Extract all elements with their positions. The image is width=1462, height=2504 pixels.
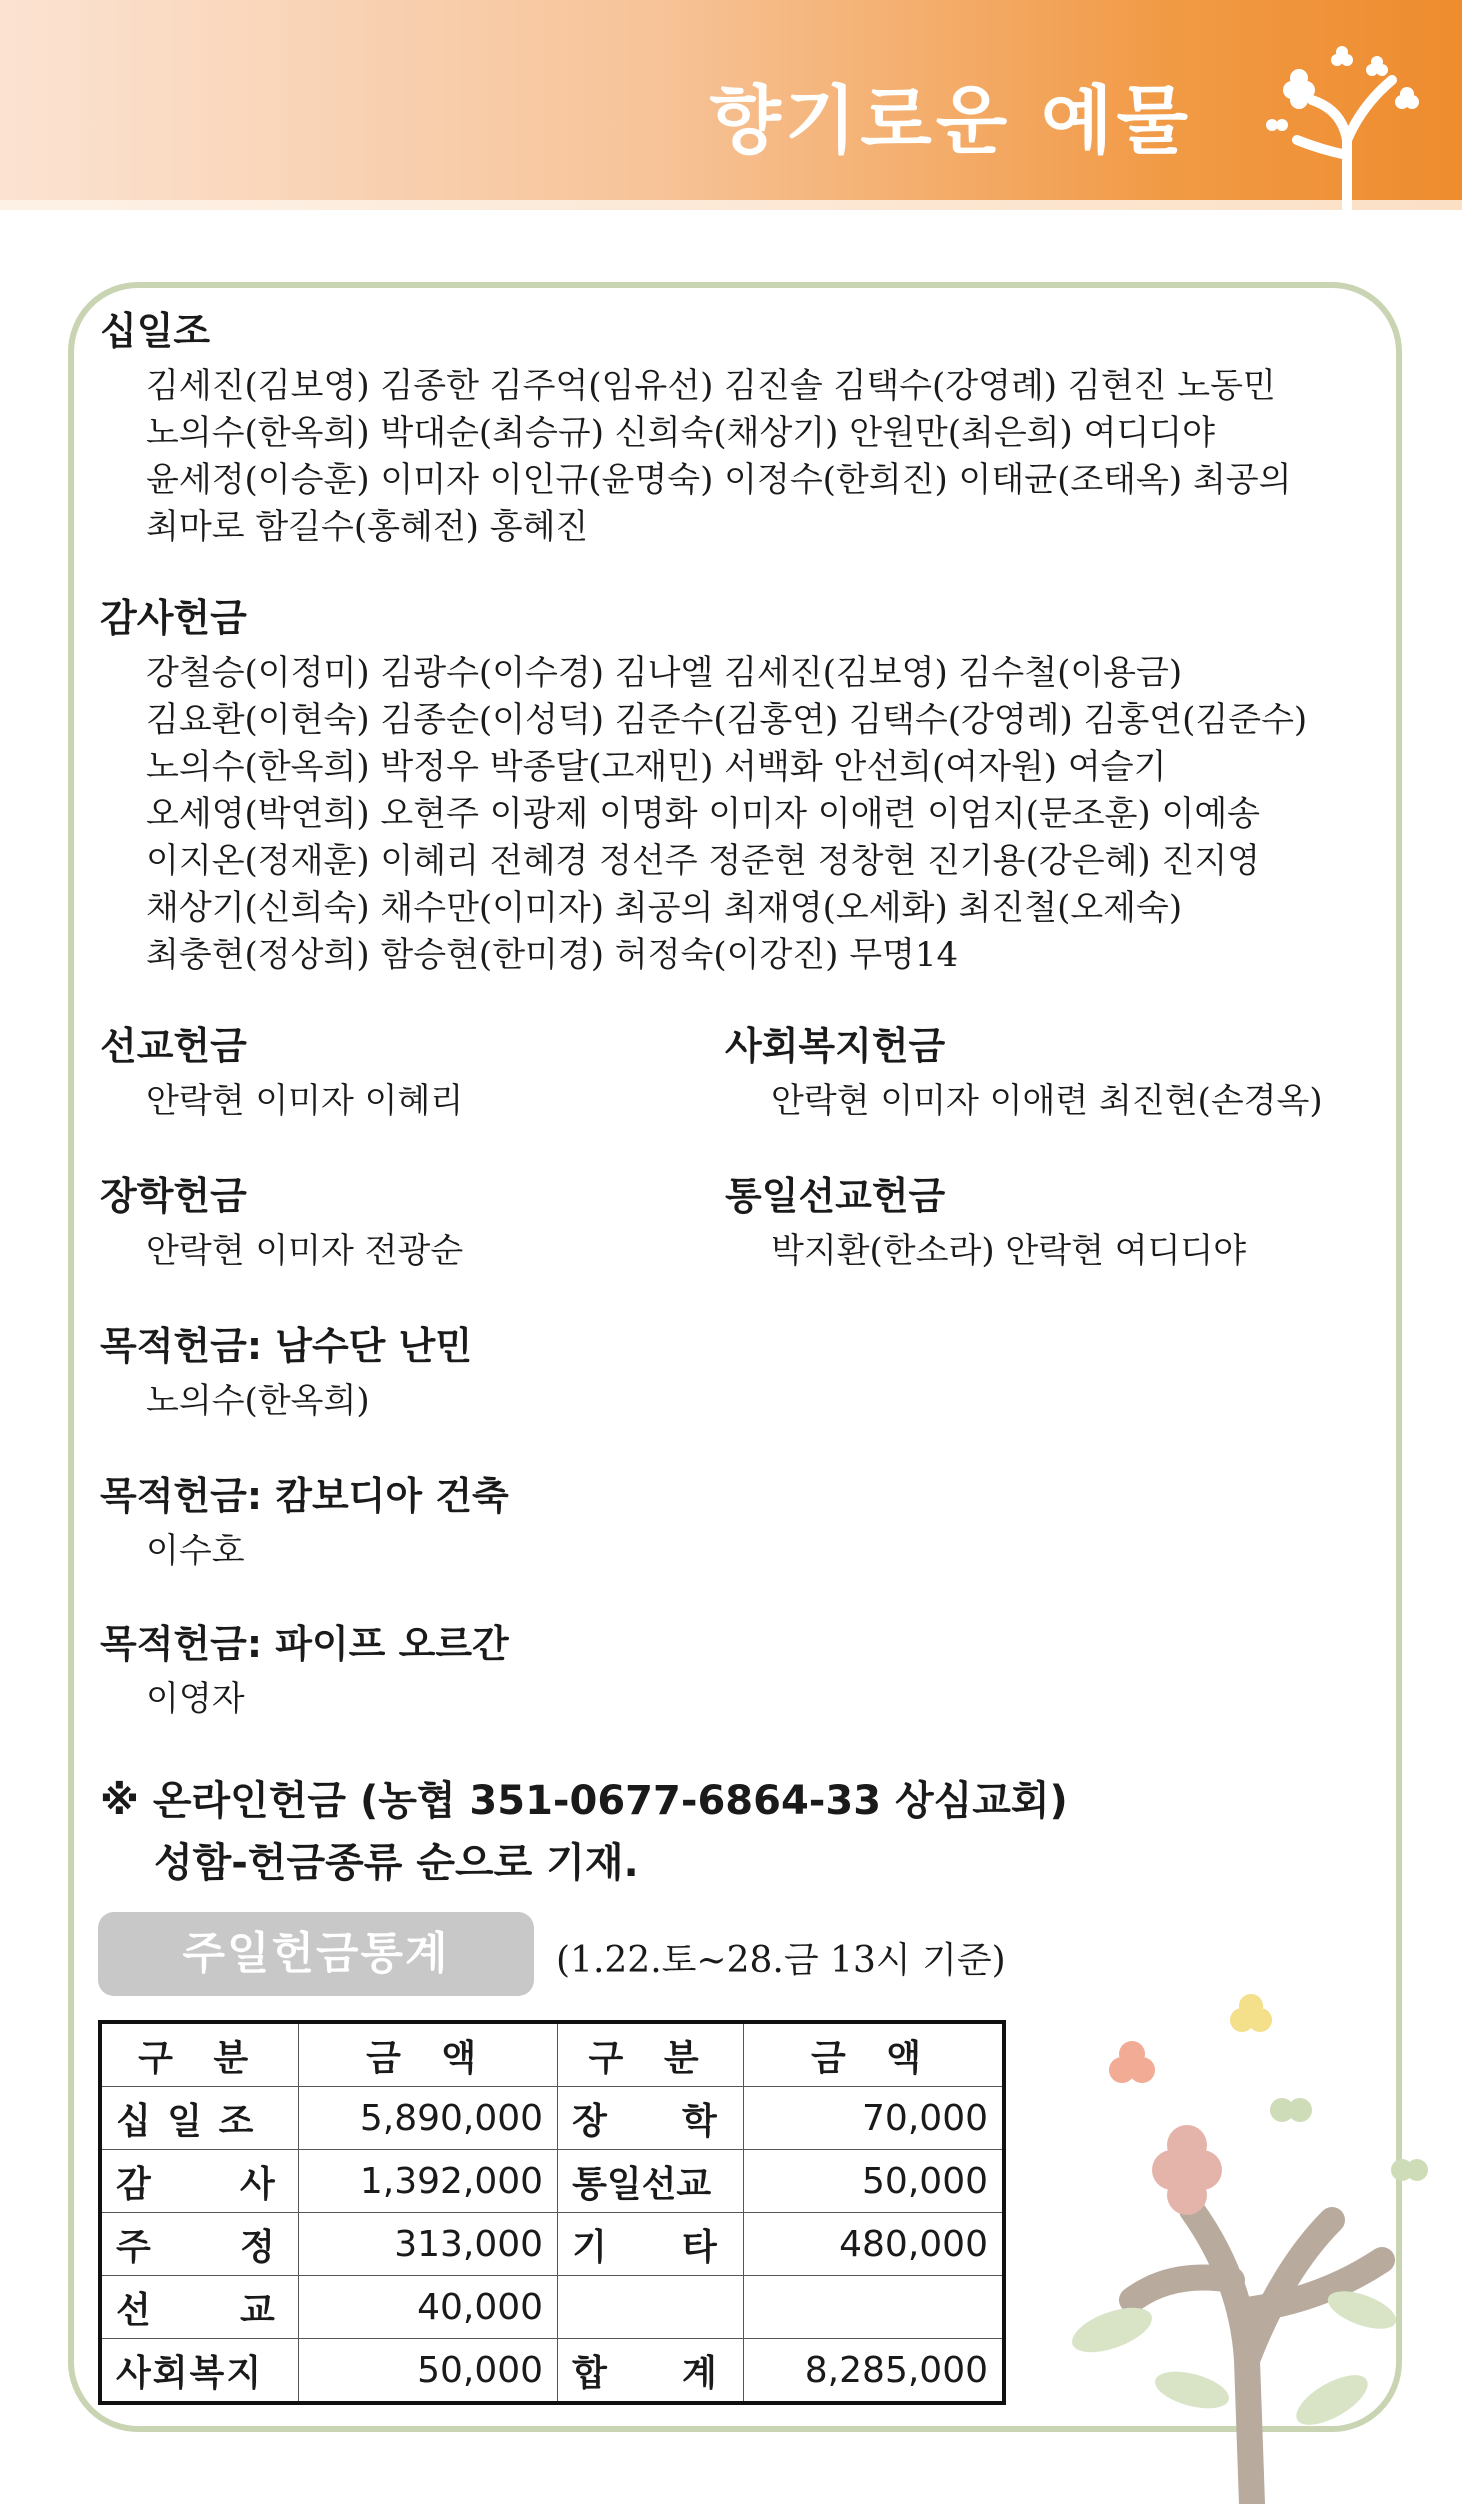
tree-decoration-icon xyxy=(1252,30,1432,210)
section-title: 목적헌금: 파이프 오르간 xyxy=(100,1622,509,1666)
donor-line: 최충현(정상희) 함승현(한미경) 허정숙(이강진) 무명14 xyxy=(146,935,959,975)
donor-line: 윤세정(이승훈) 이미자 이인규(윤명숙) 이정수(한희진) 이태균(조태옥) 최공의 xyxy=(146,460,1292,500)
amount-cell: 70,000 xyxy=(744,2087,1004,2150)
donor-list xyxy=(146,363,1291,551)
donor-line: 강철승(이정미) 김광수(이수경) 김나엘 김세진(김보영) 김수철(이용금) xyxy=(146,653,1183,693)
table-header-cell: 금 액 xyxy=(744,2022,1004,2087)
section-purpose-organ xyxy=(100,1618,509,1723)
donor-line: 이영자 xyxy=(146,1679,245,1719)
table-header-cell: 구 분 xyxy=(558,2022,744,2087)
section-title: 선교헌금 xyxy=(100,1024,247,1068)
online-offering-notice xyxy=(100,1770,1068,1894)
donor-line: 김요환(이현숙) 김종순(이성덕) 김준수(김홍연) 김택수(강영례) 김홍연(김준수) xyxy=(146,700,1308,740)
category-cell: 기 타 xyxy=(558,2213,744,2276)
section-purpose-refugees xyxy=(100,1320,472,1425)
section-unification xyxy=(725,1170,1246,1275)
amount-cell: 8,285,000 xyxy=(744,2339,1004,2404)
section-title: 통일선교헌금 xyxy=(725,1174,946,1218)
donor-line: 채상기(신희숙) 채수만(이미자) 최공의 최재영(오세화) 최진철(오제숙) xyxy=(146,888,1183,928)
donor-line: 노의수(한옥희) 박정우 박종달(고재민) 서백화 안선희(여자원) 여슬기 xyxy=(146,747,1167,787)
donor-line: 노의수(한옥희) 박대순(최승규) 신희숙(채상기) 안원만(최은희) 여디디야 xyxy=(146,413,1215,453)
amount-cell: 5,890,000 xyxy=(299,2087,558,2150)
category-cell: 주 정 xyxy=(100,2213,299,2276)
table-row xyxy=(100,2276,1004,2339)
section-title: 목적헌금: 남수단 난민 xyxy=(100,1324,473,1368)
offering-stats-table xyxy=(98,2020,1006,2405)
section-title: 사회복지헌금 xyxy=(725,1024,946,1068)
donor-line: 박지환(한소라) 안락현 여디디야 xyxy=(771,1231,1247,1271)
section-title: 감사헌금 xyxy=(100,596,247,640)
table-header-cell: 금 액 xyxy=(299,2022,558,2087)
amount-cell: 1,392,000 xyxy=(299,2150,558,2213)
category-cell: 십 일 조 xyxy=(100,2087,299,2150)
donor-line: 김세진(김보영) 김종한 김주억(임유선) 김진솔 김택수(강영례) 김현진 노동민 xyxy=(146,366,1276,406)
category-cell: 선 교 xyxy=(100,2276,299,2339)
stats-tab-label: 주일헌금통계 xyxy=(98,1912,534,1996)
section-title: 목적헌금: 캄보디아 건축 xyxy=(100,1474,509,1518)
table-header-row xyxy=(100,2022,1004,2087)
tree-decoration-icon xyxy=(1002,1980,1462,2504)
donor-line: 안락현 이미자 이애련 최진현(손경옥) xyxy=(771,1081,1323,1121)
category-cell: 사회복지 xyxy=(100,2339,299,2404)
table-row xyxy=(100,2213,1004,2276)
amount-cell: 313,000 xyxy=(299,2213,558,2276)
donor-line: 안락현 이미자 이혜리 xyxy=(146,1081,464,1121)
category-cell: 통일선교 xyxy=(558,2150,744,2213)
page-title: 향기로운 예물 xyxy=(709,78,1192,164)
category-cell: 합 계 xyxy=(558,2339,744,2404)
table-row xyxy=(100,2150,1004,2213)
amount-cell: 40,000 xyxy=(299,2276,558,2339)
section-mission xyxy=(100,1020,463,1125)
section-title: 장학헌금 xyxy=(100,1174,247,1218)
table-row xyxy=(100,2339,1004,2404)
header-strip xyxy=(0,200,1462,210)
donor-line: 이지온(정재훈) 이혜리 전혜경 정선주 정준현 정창현 진기용(강은혜) 진지영 xyxy=(146,841,1261,881)
donor-list xyxy=(146,650,1307,979)
donor-line: 최마로 함길수(홍혜전) 홍혜진 xyxy=(146,507,589,547)
donor-line: 오세영(박연희) 오현주 이광제 이명화 이미자 이애련 이엄지(문조훈) 이예송 xyxy=(146,794,1261,834)
donor-line: 노의수(한옥희) xyxy=(146,1381,370,1421)
stats-basis: (1.22.토~28.금 13시 기준) xyxy=(556,1940,1006,1981)
amount-cell: 480,000 xyxy=(744,2213,1004,2276)
amount-cell: 50,000 xyxy=(299,2339,558,2404)
donor-line: 안락현 이미자 전광순 xyxy=(146,1231,464,1271)
amount-cell xyxy=(744,2276,1004,2339)
section-scholarship xyxy=(100,1170,463,1275)
category-cell xyxy=(558,2276,744,2339)
category-cell: 장 학 xyxy=(558,2087,744,2150)
section-title: 십일조 xyxy=(100,309,211,353)
table-row xyxy=(100,2087,1004,2150)
donor-line: 이수호 xyxy=(146,1531,245,1571)
section-tithe xyxy=(100,305,1291,551)
notice-line: ※ 온라인헌금 (농협 351-0677-6864-33 상심교회) xyxy=(100,1778,1068,1824)
category-cell: 감 사 xyxy=(100,2150,299,2213)
table-header-cell: 구 분 xyxy=(100,2022,299,2087)
notice-line: 성함-헌금종류 순으로 기재. xyxy=(154,1840,639,1886)
section-welfare xyxy=(725,1020,1323,1125)
amount-cell: 50,000 xyxy=(744,2150,1004,2213)
section-purpose-cambodia xyxy=(100,1470,509,1575)
section-thanks xyxy=(100,592,1307,979)
